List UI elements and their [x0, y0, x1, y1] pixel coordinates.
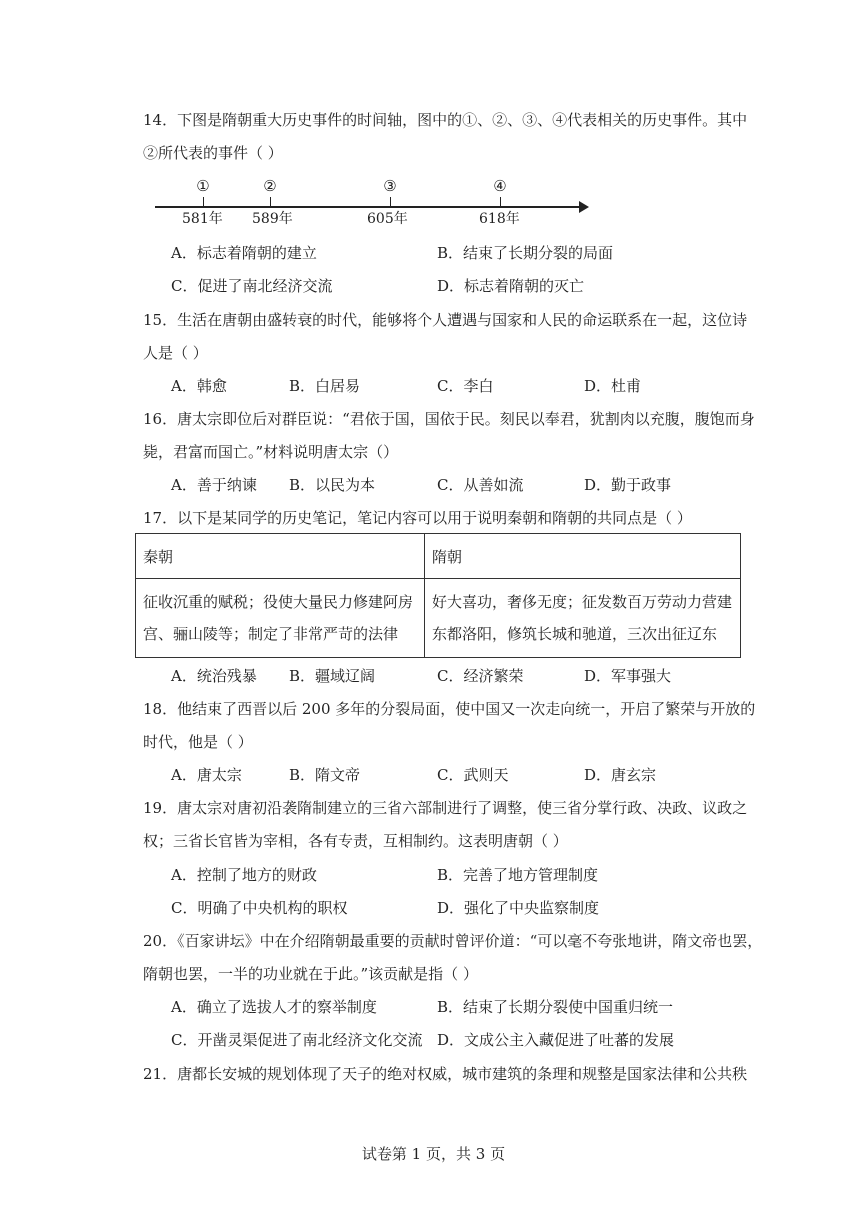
question-14-option-b: B．结束了长期分裂的局面: [437, 244, 614, 262]
question-19-option-c: C．明确了中央机构的职权: [171, 899, 348, 917]
question-15-option-d: D．杜甫: [584, 377, 642, 395]
question-16-option-c: C．从善如流: [437, 476, 524, 494]
table-header-qin: 秦朝: [136, 534, 425, 579]
question-20-line-2: 隋朝也罢，一半的功业就在于此。”该贡献是指（ ）: [143, 965, 478, 983]
question-19-line-2: 权；三省长官皆为宰相，各有专责，互相制约。这表明唐朝（ ）: [143, 832, 568, 850]
timeline-year-3: 605年: [367, 211, 408, 227]
question-15-option-c: C．李白: [437, 377, 494, 395]
table-row: [136, 579, 741, 658]
question-14-line-1: 14．下图是隋朝重大历史事件的时间轴，图中的①、②、③、④代表相关的历史事件。其中: [143, 111, 748, 129]
question-18-line-2: 时代，他是（ ）: [143, 733, 253, 751]
timeline-tick: [203, 197, 204, 207]
table-header-row: [136, 534, 741, 579]
notes-table: [135, 533, 741, 658]
timeline-year-4: 618年: [479, 211, 520, 227]
question-20-option-d: D．文成公主入藏促进了吐蕃的发展: [437, 1031, 675, 1049]
timeline-marker-4: ④: [493, 177, 507, 195]
question-17-option-d: D．军事强大: [584, 667, 672, 685]
table-cell-qin: 征收沉重的赋税；役使大量民力修建阿房宫、骊山陵等；制定了非常严苛的法律: [136, 579, 425, 658]
timeline-tick: [390, 197, 391, 207]
question-17-line-1: 17．以下是某同学的历史笔记，笔记内容可以用于说明秦朝和隋朝的共同点是（ ）: [143, 509, 692, 527]
question-14-option-a: A．标志着隋朝的建立: [171, 244, 317, 262]
question-21-line-1: 21．唐都长安城的规划体现了天子的绝对权威，城市建筑的条理和规整是国家法律和公共秩: [143, 1065, 748, 1083]
question-19-line-1: 19．唐太宗对唐初沿袭隋制建立的三省六部制进行了调整，使三省分掌行政、决政、议政之: [143, 799, 748, 817]
question-14-line-2: ②所代表的事件（ ）: [143, 144, 283, 162]
question-18-option-b: B．隋文帝: [289, 766, 361, 784]
question-15-option-b: B．白居易: [289, 377, 361, 395]
question-18-option-a: A．唐太宗: [171, 766, 242, 784]
question-17-option-c: C．经济繁荣: [437, 667, 524, 685]
question-16-line-2: 毙，君富而国亡。”材料说明唐太宗（）: [143, 443, 399, 461]
question-16-option-d: D．勤于政事: [584, 476, 672, 494]
question-20-line-1: 20．《百家讲坛》中在介绍隋朝最重要的贡献时曾评价道：“可以毫不夸张地讲，隋文帝也罢，: [143, 932, 763, 950]
question-19-option-a: A．控制了地方的财政: [171, 866, 317, 884]
question-16-option-a: A．善于纳谏: [171, 476, 257, 494]
question-18-option-c: C．武则天: [437, 766, 509, 784]
timeline-tick: [270, 197, 271, 207]
question-17-option-b: B．疆域辽阔: [289, 667, 376, 685]
page-footer: 试卷第 1 页，共 3 页: [361, 1145, 506, 1163]
question-14-option-c: C．促进了南北经济交流: [171, 277, 333, 295]
table-cell-sui: 好大喜功，奢侈无度；征发数百万劳动力营建东都洛阳，修筑长城和驰道，三次出征辽东: [425, 579, 741, 658]
question-20-option-b: B．结束了长期分裂使中国重归统一: [437, 998, 674, 1016]
question-15-line-1: 15．生活在唐朝由盛转衰的时代，能够将个人遭遇与国家和人民的命运联系在一起，这位诗: [143, 311, 748, 329]
question-16-line-1: 16．唐太宗即位后对群臣说：“君依于国，国依于民。刻民以奉君，犹割肉以充腹，腹饱而身: [143, 410, 755, 428]
timeline-arrow-icon: [579, 201, 589, 213]
question-15-line-2: 人是（ ）: [143, 344, 208, 362]
question-15-option-a: A．韩愈: [171, 377, 227, 395]
question-16-option-b: B．以民为本: [289, 476, 376, 494]
timeline-tick: [500, 197, 501, 207]
timeline-marker-3: ③: [383, 177, 397, 195]
question-14-option-d: D．标志着隋朝的灭亡: [437, 277, 585, 295]
question-18-line-1: 18．他结束了西晋以后 200 多年的分裂局面，使中国又一次走向统一，开启了繁荣与开放的: [143, 700, 756, 718]
timeline-year-2: 589年: [252, 211, 293, 227]
timeline-marker-1: ①: [196, 177, 210, 195]
timeline-marker-2: ②: [263, 177, 277, 195]
question-19-option-d: D．强化了中央监察制度: [437, 899, 600, 917]
question-18-option-d: D．唐玄宗: [584, 766, 657, 784]
question-20-option-a: A．确立了选拔人才的察举制度: [171, 998, 377, 1016]
timeline-year-1: 581年: [182, 211, 223, 227]
question-20-option-c: C．开凿灵渠促进了南北经济文化交流: [171, 1031, 423, 1049]
question-19-option-b: B．完善了地方管理制度: [437, 866, 599, 884]
question-17-option-a: A．统治残暴: [171, 667, 257, 685]
table-header-sui: 隋朝: [425, 534, 741, 579]
